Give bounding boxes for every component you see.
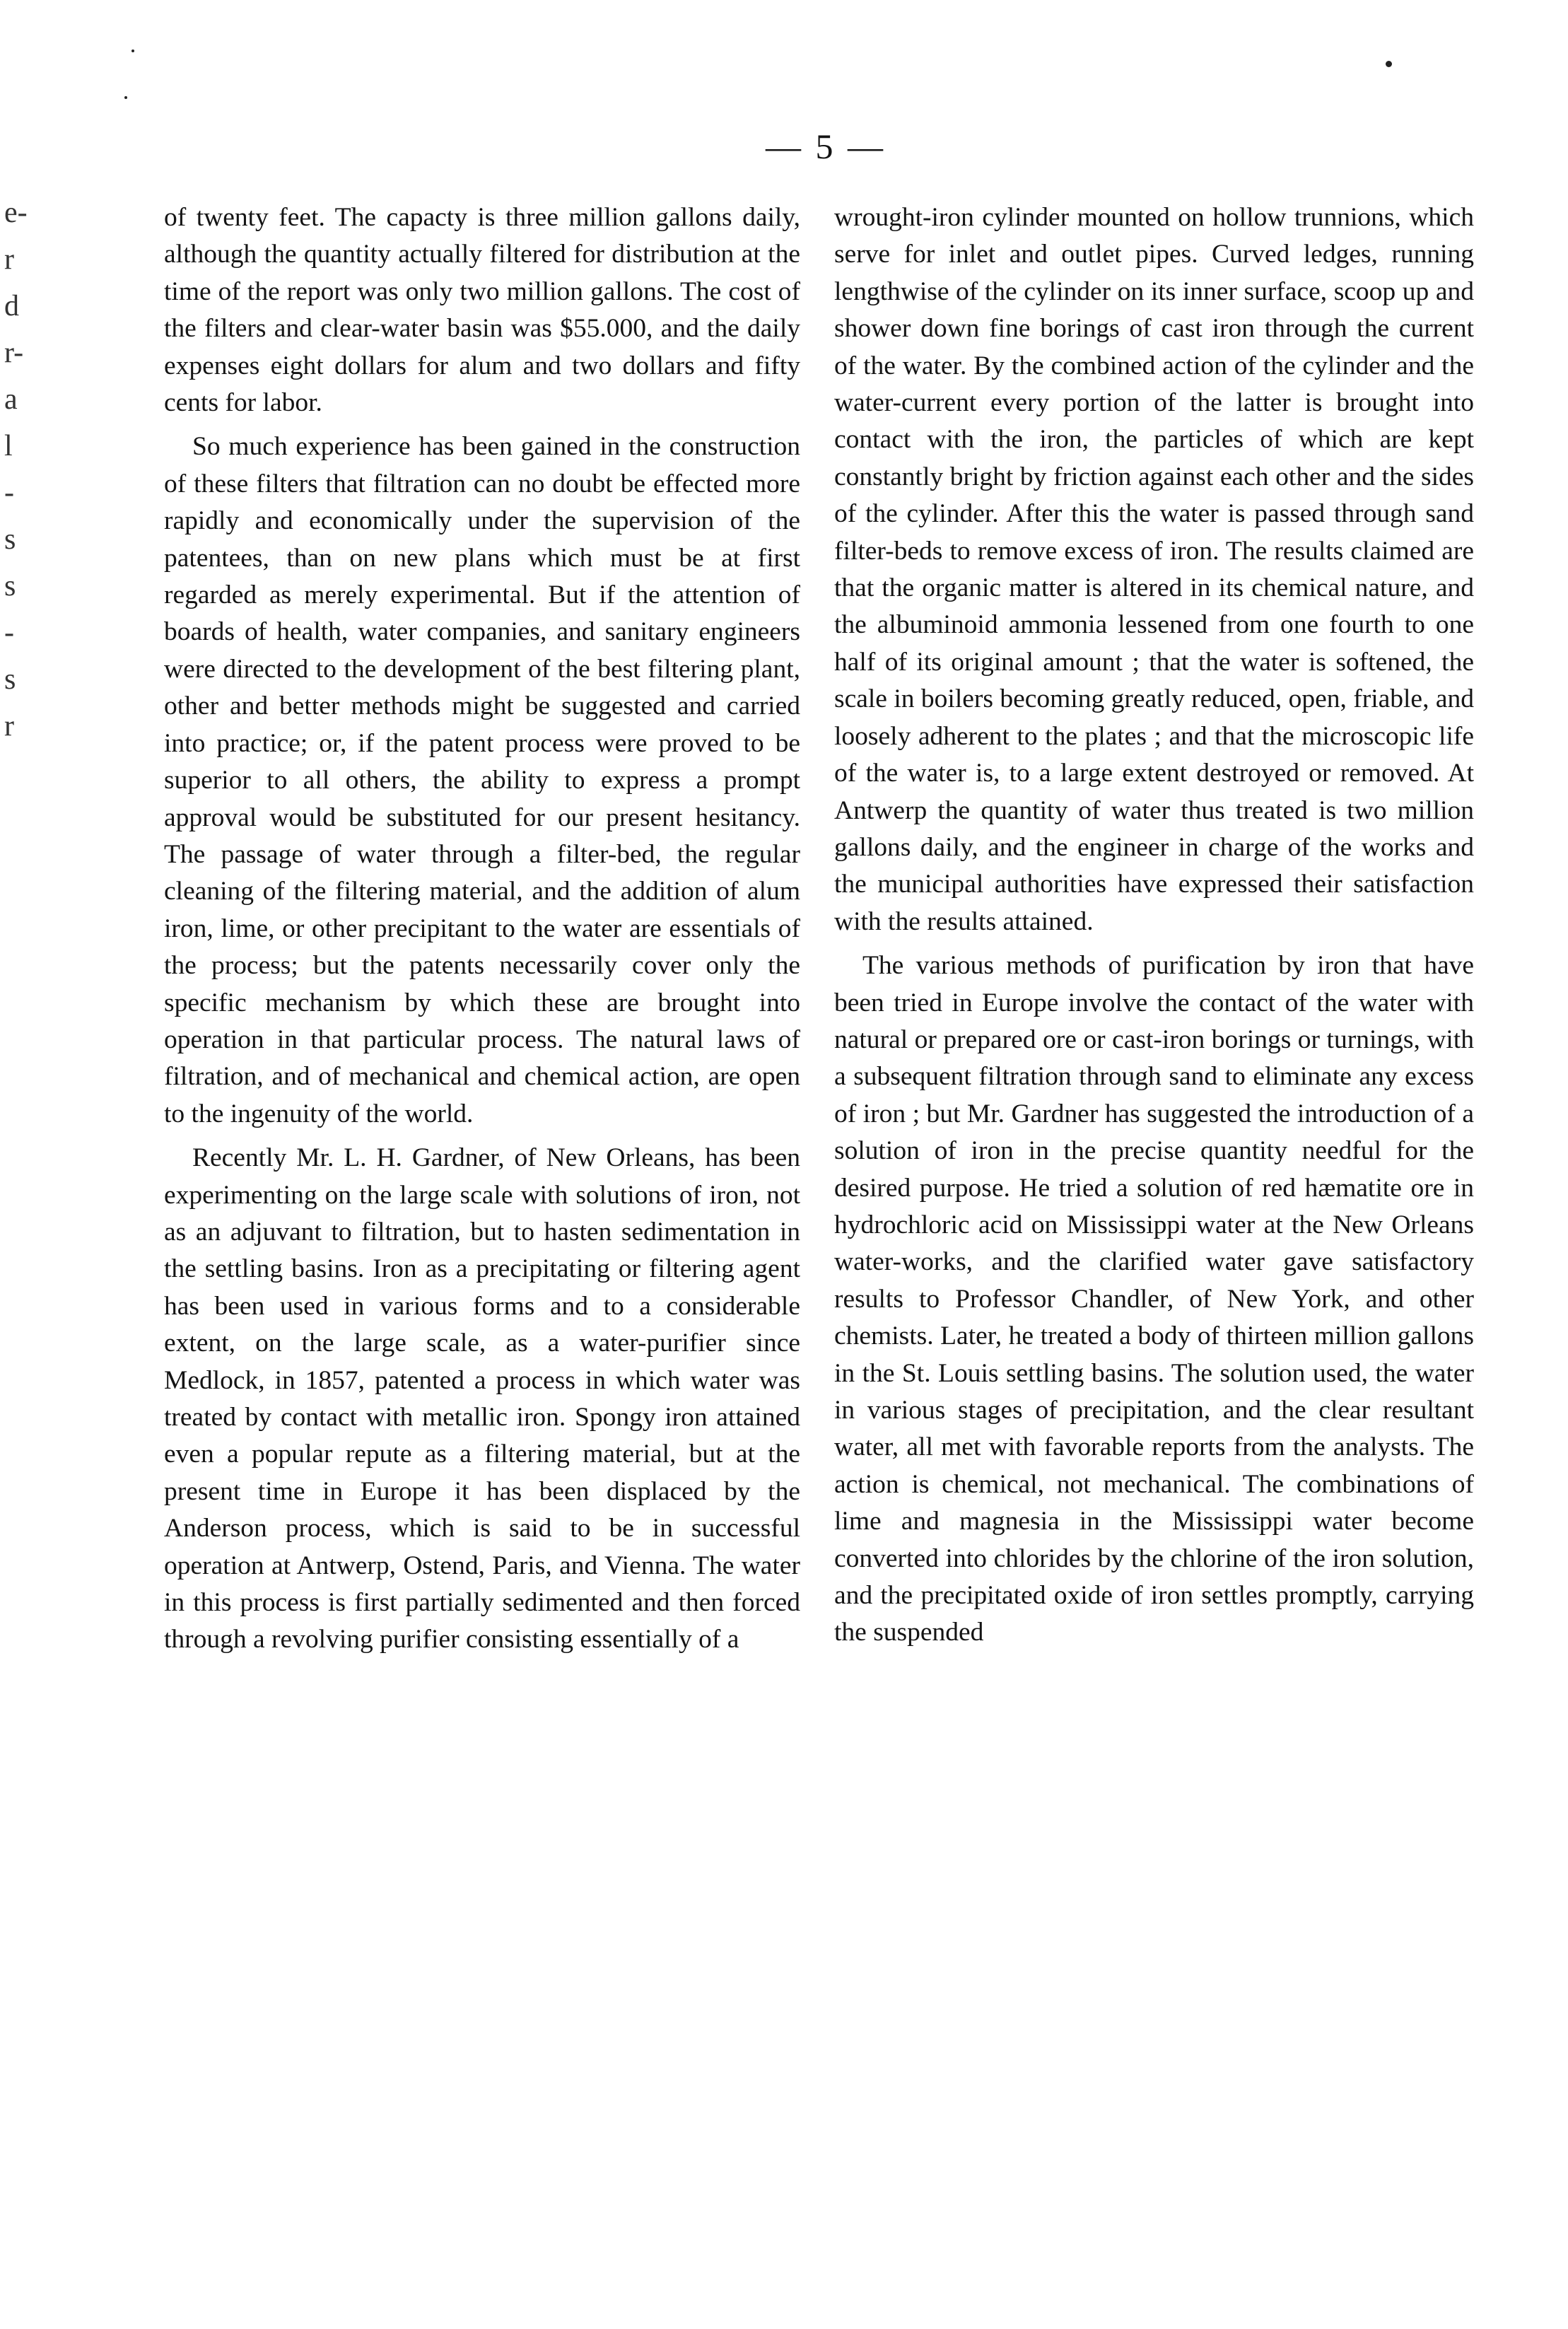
margin-fragment: a — [4, 383, 18, 416]
paragraph: The various methods of purification by iron that have been tried in Europe involve the contact of the water with natural or prepared ore or cast-iron borings or turnings, with a subsequent filtration through sand to eliminate any excess of iron ; but Mr. Gardner has suggested the introduction of a solution of iron in the precise quantity needful for the desired purpose. He tried a solution of red hæmatite ore in hydrochloric acid on Mississippi water at the New Orleans water-works, and the clarified water gave satisfactory results to Professor Chandler, of New York, and other chemists. Later, he treated a body of thirteen million gallons in the St. Louis settling basins. The solution used, the water in various stages of precipitation, and the clear resultant water, all met with favorable reports from the analysts. The action is chemical, not mechanical. The combinations of lime and magnesia in the Mississippi water become converted into chlorides by the chlorine of the iron solution, and the precipitated oxide of iron settles promptly, carrying the suspended — [834, 951, 1474, 1647]
print-speck — [131, 49, 134, 52]
right-column — [834, 199, 1474, 1659]
margin-fragment: - — [4, 477, 14, 509]
margin-fragment: r — [4, 710, 14, 742]
paragraph: Recently Mr. L. H. Gardner, of New Orleans, has been experimenting on the large scale with solutions of iron, not as an adjuvant to filtration, but to hasten sedimentation in the settling basins. Iron as a precipitating or filtering agent has been used in various forms and to a considerable extent, on the large scale, as a water-purifier since Medlock, in 1857, patented a process in which water was treated by contact with metallic iron. Spongy iron attained even a popular repute as a filtering material, but at the present time in Europe it has been displaced by the Anderson process, which is said to be in successful operation at Antwerp, Ostend, Paris, and Vienna. The water in this process is first partially sedimented and then forced through a revolving purifier consisting essentially of a — [164, 1143, 800, 1654]
margin-fragment: l — [4, 430, 13, 462]
margin-fragment: r — [4, 243, 14, 276]
margin-fragment: s — [4, 523, 16, 556]
paragraph: wrought-iron cylinder mounted on hollow trunnions, which serve for inlet and outlet pipes. Curved ledges, running lengthwise of the cylinder on its inner surface, scoop up and shower down fine borings of cast iron through the current of the water. By the combined action of the cylinder and the water-current every portion of the latter is brought into contact with the iron, the particles of which are kept constantly bright by friction against each other and the sides of the cylinder. After this the water is passed through sand filter-beds to remove excess of iron. The results claimed are that the organic matter is altered in its chemical nature, and the albuminoid ammonia lessened from one fourth to one half of its original amount ; that the water is softened, the scale in boilers becoming greatly reduced, open, friable, and loosely adherent to the plates ; and that the microscopic life of the water is, to a large extent destroyed or removed. At Antwerp the quantity of water thus treated is two million gallons daily, and the engineer in charge of the works and the municipal authorities have expressed their satisfaction with the results attained. — [834, 203, 1474, 936]
margin-fragment: d — [4, 290, 19, 322]
paragraph: So much experience has been gained in the construction of these filters that filtration can no doubt be effected more rapidly and economically under the supervision of the patentees, than on new plans which must be at first regarded as merely experimental. But if the attention of boards of health, water companies, and sanitary engineers were directed to the development of the best filtering plant, other and better methods might be suggested and carried into practice; or, if the patent process were proved to be superior to all others, the ability to express a prompt approval would be substituted for our present hesitancy. The passage of water through a filter-bed, the regular cleaning of the filtering material, and the addition of alum iron, lime, or other precipitant to the water are essentials of the process; but the patents necessarily cover only the specific mechanism by which these are brought into operation in that particular process. The natural laws of filtration, and of mechanical and chemical action, are open to the ingenuity of the world. — [164, 432, 800, 1128]
page-number: — 5 — — [766, 127, 886, 166]
margin-fragment: e- — [4, 197, 28, 229]
left-column — [164, 199, 800, 1666]
margin-fragment: s — [4, 663, 16, 696]
margin-fragment: - — [4, 617, 14, 649]
margin-fragment: r- — [4, 337, 24, 369]
left-margin-fragments — [4, 189, 28, 749]
print-speck — [124, 96, 127, 99]
print-speck — [1386, 61, 1392, 67]
margin-fragment: s — [4, 570, 16, 602]
paragraph: of twenty feet. The capacty is three million gallons daily, although the quantity actually filtered for distribution at the time of the report was only two million gallons. The cost of the filters and clear-water basin was $55.000, and the daily expenses eight dollars for alum and two dollars and fifty cents for labor. — [164, 203, 800, 418]
